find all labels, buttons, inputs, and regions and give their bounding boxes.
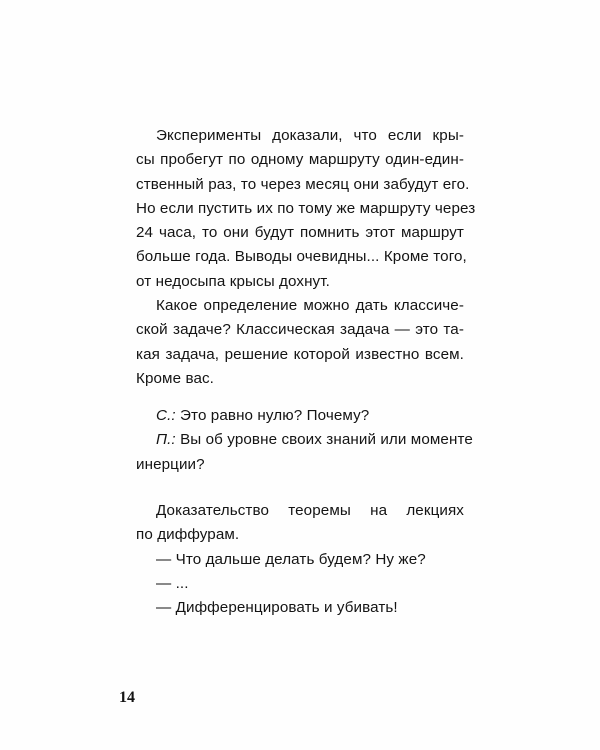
dialogue-dash-line: — ...: [156, 574, 189, 592]
dialogue-line-teacher: [136, 428, 473, 452]
page-number: 14: [119, 689, 135, 706]
paragraph-rat-experiment: [136, 124, 476, 294]
text-line: Доказательство теоремы на лекциях: [156, 502, 464, 519]
text-line: Кроме вас.: [136, 369, 215, 387]
text-line: кая задача, решение которой известно всем.: [136, 345, 464, 363]
text-line: 24 часа, то они будут помнить этот маршрут: [136, 224, 464, 242]
speaker-label-teacher: П.:: [156, 431, 176, 449]
dialogue-line-student: [136, 404, 464, 428]
text-line: инерции?: [136, 455, 205, 473]
text-line: по диффурам.: [136, 526, 240, 544]
paragraph-theorem-proof: [136, 499, 464, 620]
dialogue-text: Это равно нулю? Почему?: [175, 407, 370, 424]
text-line: Какое определение можно дать классиче-: [156, 297, 464, 314]
dialogue-text: Вы об уровне своих знаний или моменте: [175, 431, 473, 449]
text-line: от недосыпа крысы дохнут.: [136, 272, 330, 290]
dialogue-dash-line: — Что дальше делать будем? Ну же?: [156, 550, 426, 568]
speaker-label-student: С.:: [156, 407, 176, 424]
text-line: больше года. Выводы очевидны... Кроме того,: [136, 248, 467, 266]
text-line: Эксперименты доказали, что если кры-: [156, 127, 464, 144]
text-line: ской задаче? Классическая задача — это та-: [136, 321, 464, 339]
dialogue-inertia: [136, 404, 473, 477]
text-line: Но если пустить их по тому же маршруту через: [136, 199, 476, 217]
paragraph-classic-problem: [136, 294, 464, 391]
dialogue-dash-line: — Дифференцировать и убивать!: [156, 599, 398, 617]
text-line: сы пробегут по одному маршруту один-един-: [136, 151, 464, 169]
text-line: ственный раз, то через месяц они забудут его.: [136, 175, 470, 193]
